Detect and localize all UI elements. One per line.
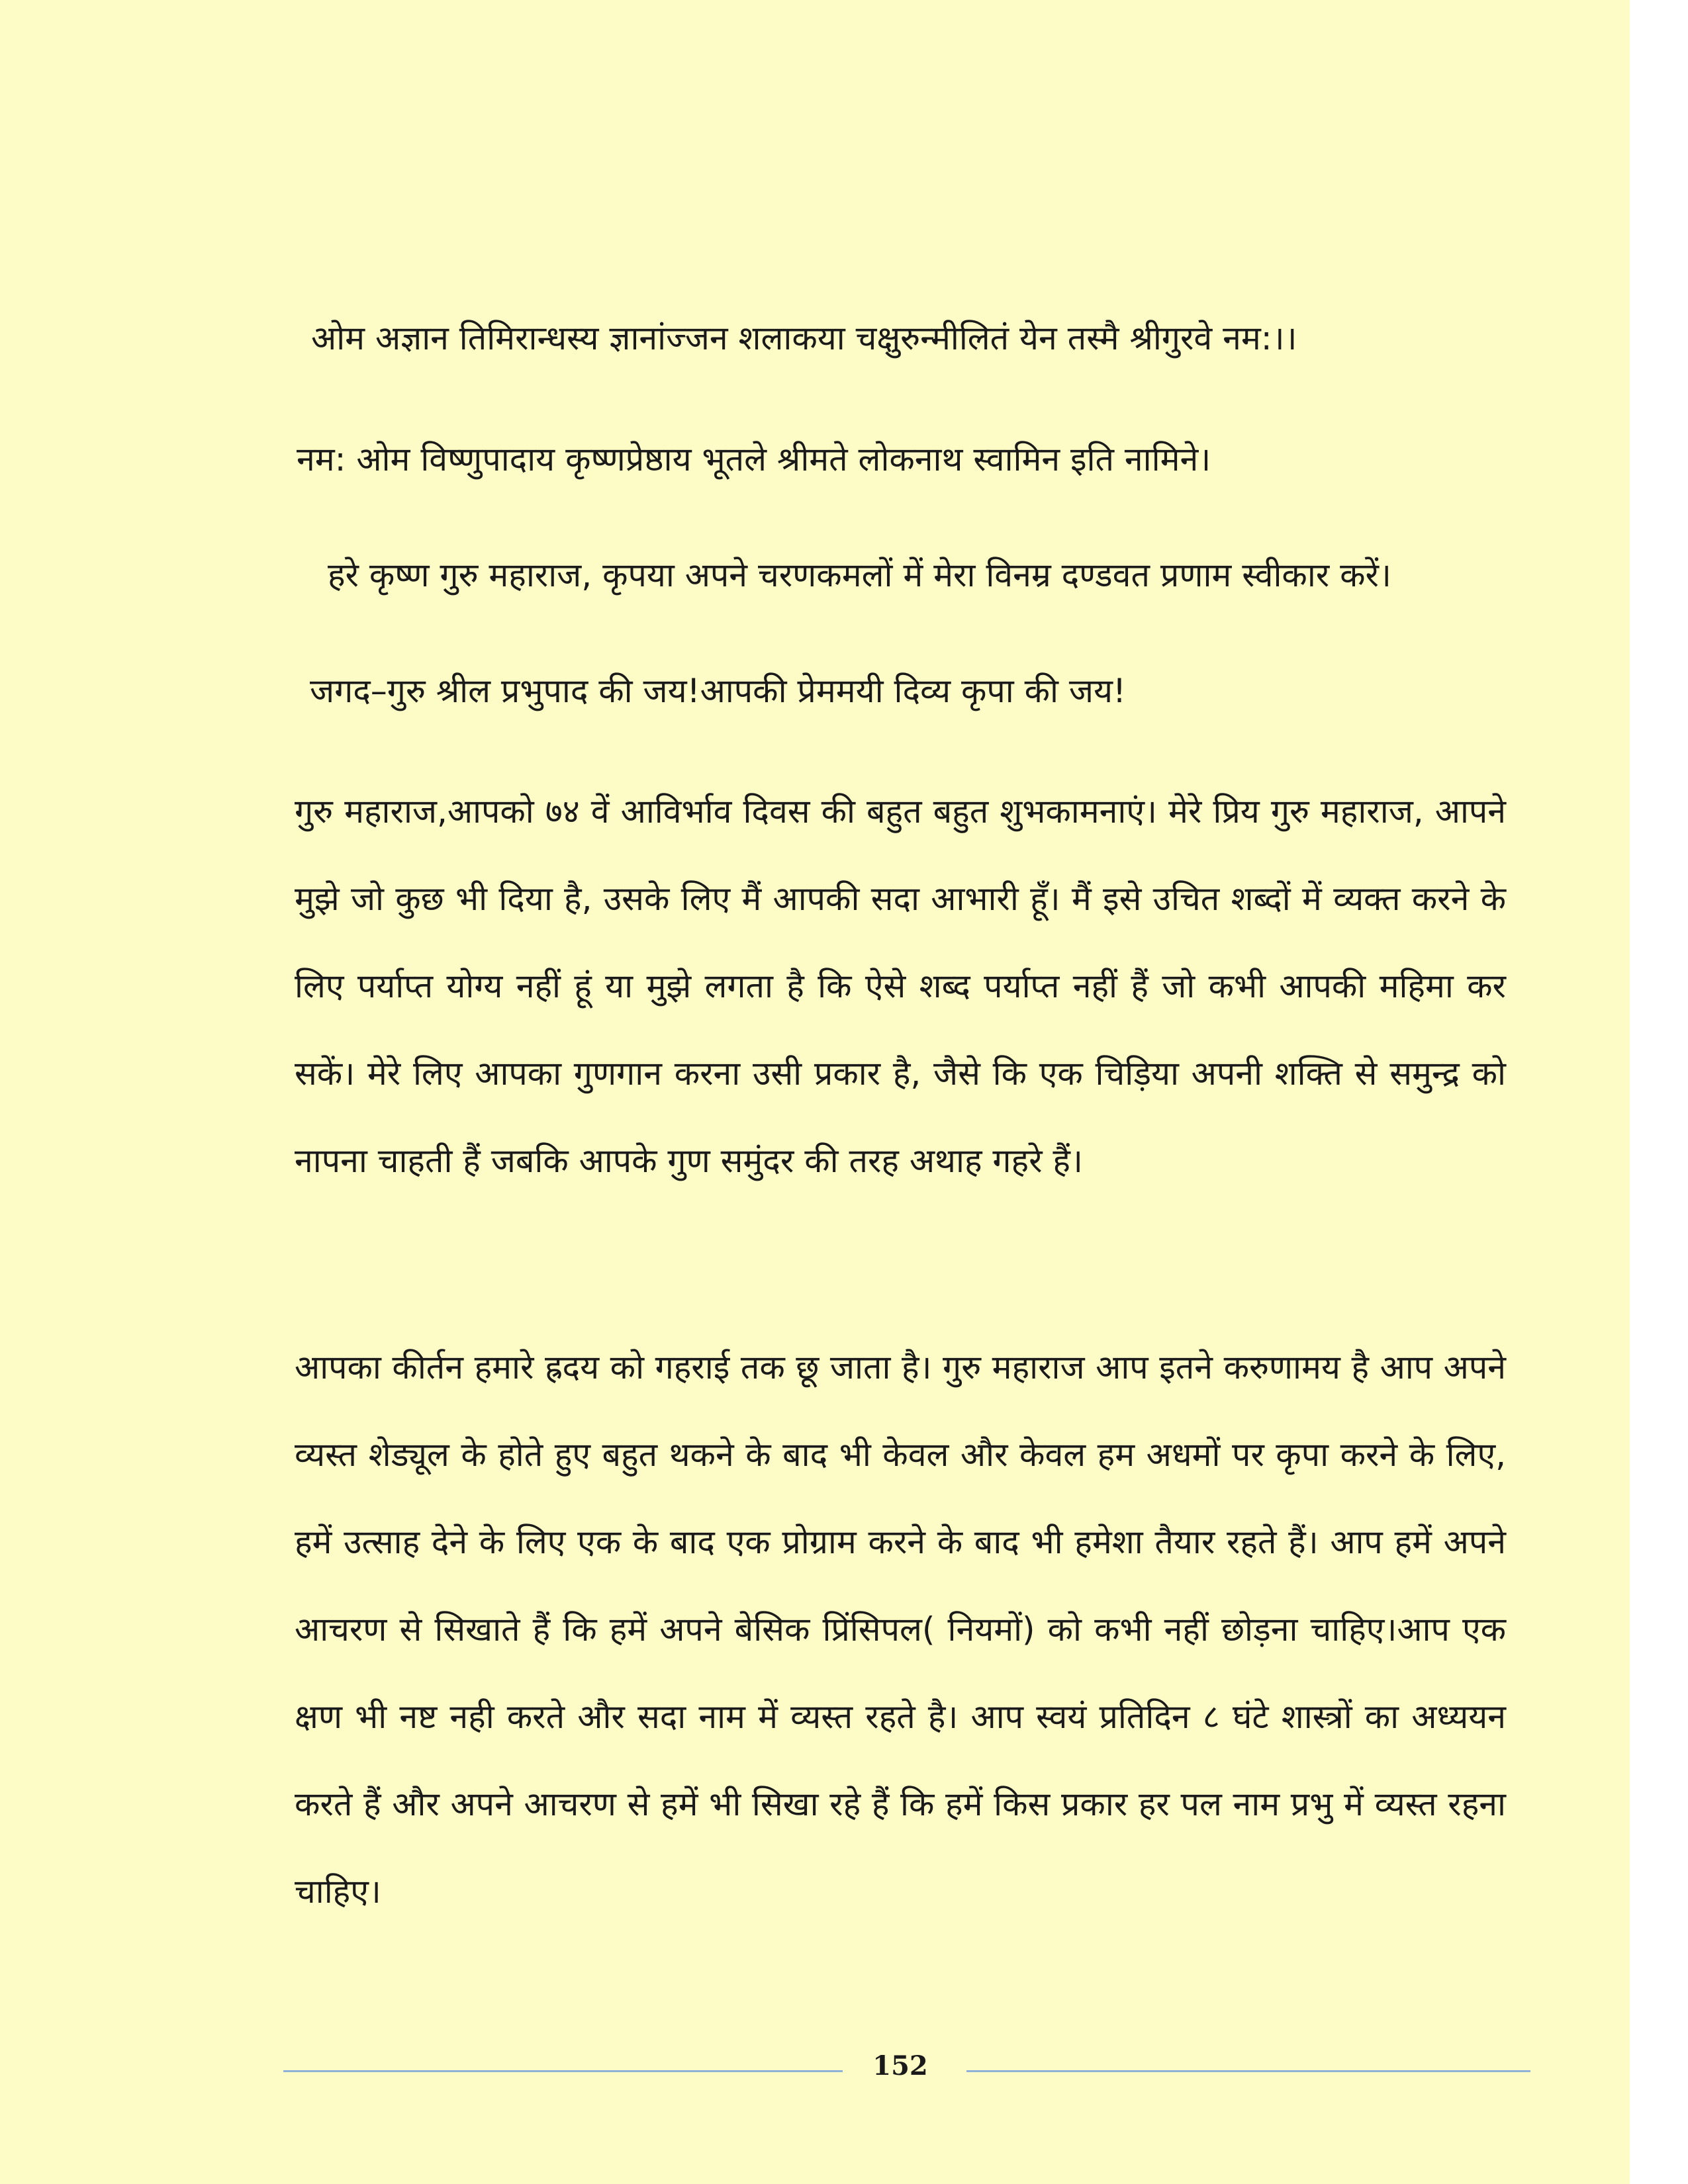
footer-rule-left — [283, 2070, 843, 2072]
invocation-line-1: ओम अज्ञान तिमिरान्धस्य ज्ञानांज्जन शलाकया चक्षुरुन्मीलितं येन तस्मै श्रीगुरवे नम:।। — [311, 319, 1297, 357]
page-number: 152 — [872, 2050, 928, 2081]
footer-rule-right — [966, 2070, 1530, 2072]
invocation-line-3: हरे कृष्ण गुरु महाराज, कृपया अपने चरणकमलों में मेरा विनम्र दण्डवत प्रणाम स्वीकार करें। — [328, 556, 1391, 594]
paragraph-birthday-wishes: गुरु महाराज,आपको ७४ वें आविर्भाव दिवस की बहुत बहुत शुभकामनाएं। मेरे प्रिय गुरु महाराज, आपने मुझे जो कुछ भी दिया है, उसके लिए मैं आपकी सदा आभारी हूँ। मैं इसे उचित शब्दों में व्यक्त करने के लिए पर्याप्त योग्य नहीं हूं या मुझे लगता है कि ऐसे शब्द पर्याप्त नहीं हैं जो कभी आपकी महिमा कर सकें। मेरे लिए आपका गुणगान करना उसी प्रकार है, जैसे कि एक चिड़िया अपनी शक्ति से समुन्द्र को नापना चाहती हैं जबकि आपके गुण समुंदर की तरह अथाह गहरे हैं। — [295, 792, 1506, 1180]
invocation-line-4: जगद–गुरु श्रील प्रभुपाद की जय!आपकी प्रेममयी दिव्य कृपा की जय! — [310, 672, 1127, 710]
paragraph-kirtan-mercy: आपका कीर्तन हमारे ह्रदय को गहराई तक छू जाता है। गुरु महाराज आप इतने करुणामय है आप अपने व्यस्त शेड्यूल के होते हुए बहुत थकने के बाद भी केवल और केवल हम अधमों पर कृपा करने के लिए, हमें उत्साह देने के लिए एक के बाद एक प्रोग्राम करने के बाद भी हमेशा तैयार रहते हैं। आप हमें अपने आचरण से सिखाते हैं कि हमें अपने बेसिक प्रिंसिपल( नियमों) को कभी नहीं छोड़ना चाहिए।आप एक क्षण भी नष्ट नही करते और सदा नाम में व्यस्त रहते है। आप स्वयं प्रतिदिन ८ घंटे शास्त्रों का अध्ययन करते हैं और अपने आचरण से हमें भी सिखा रहे हैं कि हमें किस प्रकार हर पल नाम प्रभु में व्यस्त रहना चाहिए। — [295, 1348, 1506, 1911]
page-margin-strip — [1630, 0, 1688, 2184]
invocation-line-2: नम: ओम विष्णुपादाय कृष्णप्रेष्ठाय भूतले श्रीमते लोकनाथ स्वामिन इति नामिने। — [297, 440, 1211, 478]
